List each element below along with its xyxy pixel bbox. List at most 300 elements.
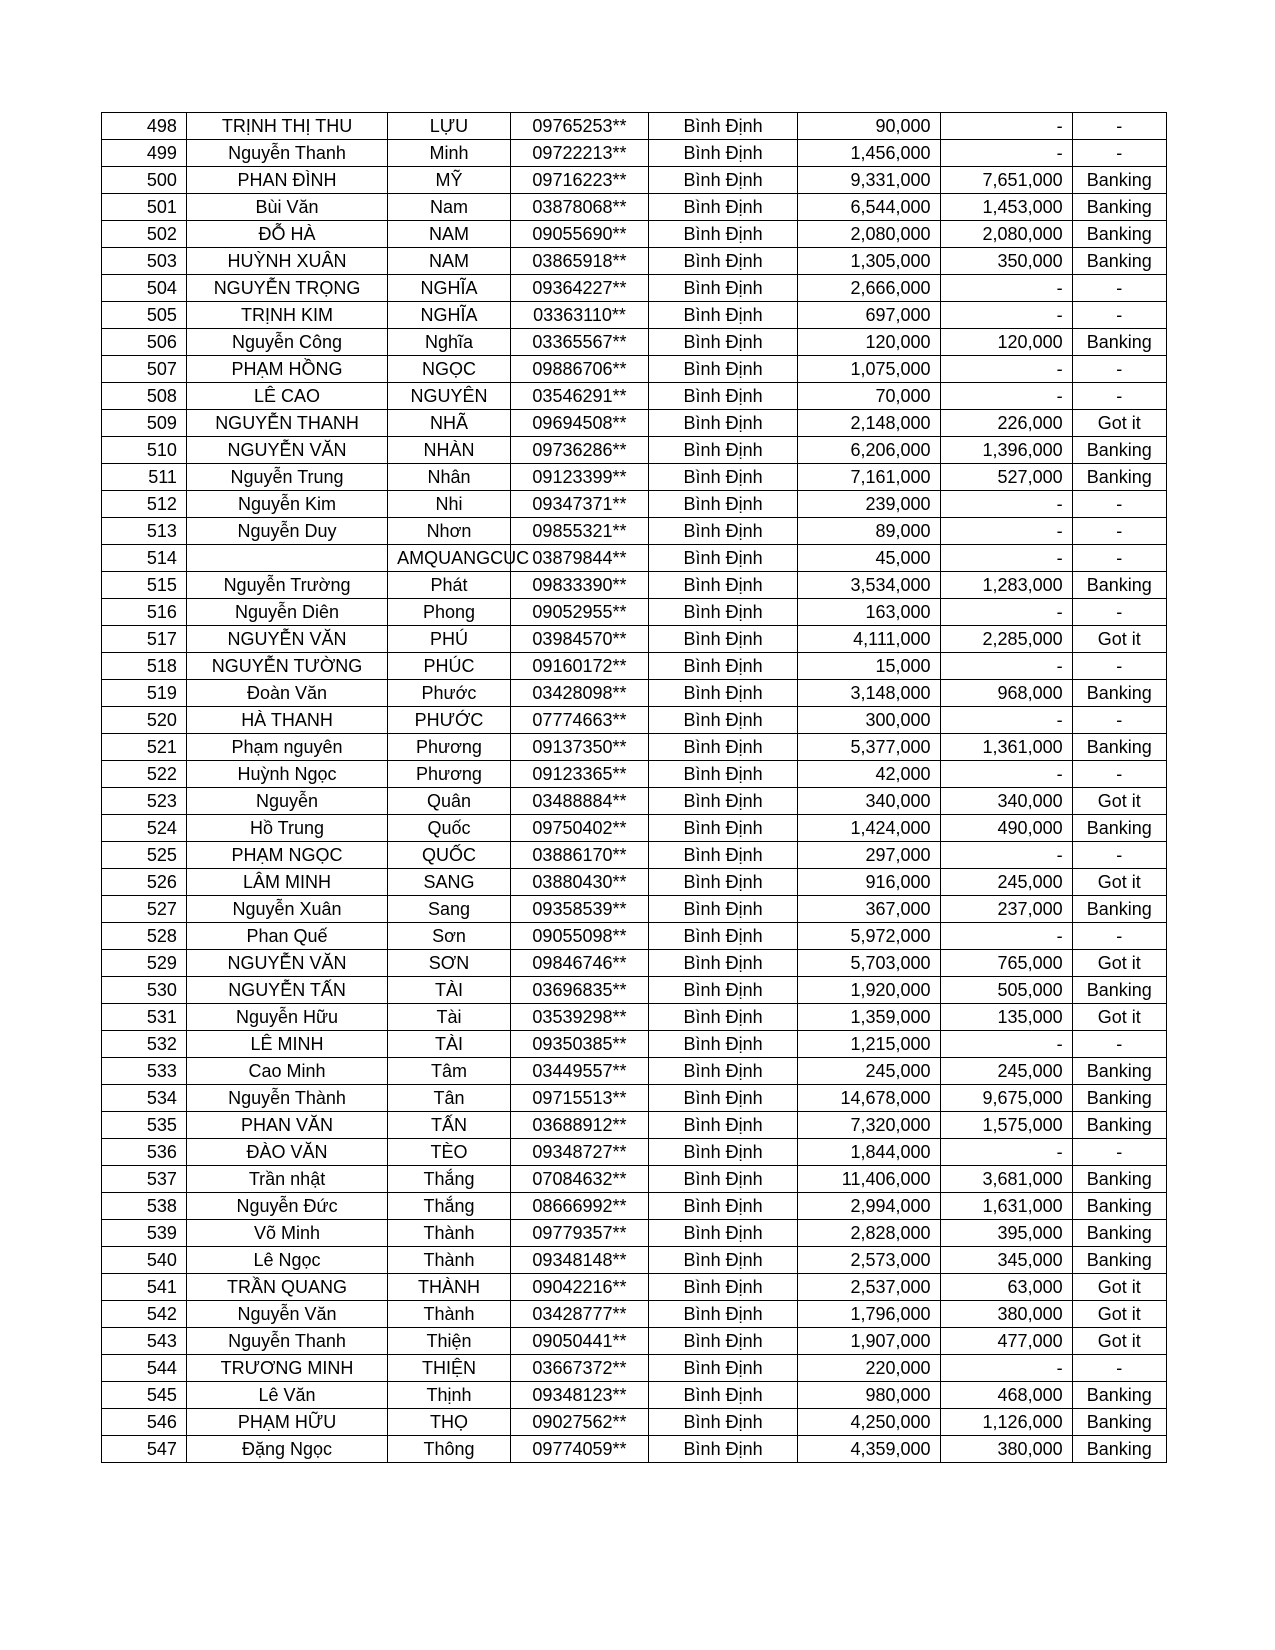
paid-amount-cell: 1,126,000 <box>940 1409 1072 1436</box>
province-cell: Bình Định <box>649 1220 798 1247</box>
phone-cell: 03539298** <box>510 1004 648 1031</box>
row-number-cell: 528 <box>102 923 187 950</box>
first-name-cell: Thiện <box>388 1328 511 1355</box>
phone-cell: 03363110** <box>510 302 648 329</box>
paid-amount-cell: - <box>940 113 1072 140</box>
row-number-cell: 536 <box>102 1139 187 1166</box>
last-name-cell: NGUYỄN TƯỜNG <box>186 653 387 680</box>
last-name-cell: Lê Ngọc <box>186 1247 387 1274</box>
first-name-cell: TÈO <box>388 1139 511 1166</box>
total-amount-cell: 3,534,000 <box>798 572 941 599</box>
paid-amount-cell: - <box>940 842 1072 869</box>
payment-method-cell: Banking <box>1072 1112 1166 1139</box>
first-name-cell: Nhi <box>388 491 511 518</box>
last-name-cell: ĐÀO VĂN <box>186 1139 387 1166</box>
payment-method-cell: - <box>1072 275 1166 302</box>
total-amount-cell: 14,678,000 <box>798 1085 941 1112</box>
province-cell: Bình Định <box>649 545 798 572</box>
table-row <box>102 1274 1167 1301</box>
last-name-cell: NGUYỄN THANH <box>186 410 387 437</box>
payment-method-cell: - <box>1072 707 1166 734</box>
paid-amount-cell: 1,575,000 <box>940 1112 1072 1139</box>
last-name-cell: Nguyễn Kim <box>186 491 387 518</box>
first-name-cell: NGHĨA <box>388 275 511 302</box>
last-name-cell: LÊ MINH <box>186 1031 387 1058</box>
phone-cell: 09833390** <box>510 572 648 599</box>
total-amount-cell: 2,148,000 <box>798 410 941 437</box>
phone-cell: 09123365** <box>510 761 648 788</box>
last-name-cell: Phạm nguyên <box>186 734 387 761</box>
paid-amount-cell: - <box>940 1031 1072 1058</box>
row-number-cell: 506 <box>102 329 187 356</box>
table-body <box>102 113 1167 1463</box>
province-cell: Bình Định <box>649 221 798 248</box>
table-row <box>102 167 1167 194</box>
phone-cell: 03696835** <box>510 977 648 1004</box>
province-cell: Bình Định <box>649 356 798 383</box>
paid-amount-cell: 237,000 <box>940 896 1072 923</box>
last-name-cell: NGUYỄN VĂN <box>186 950 387 977</box>
last-name-cell: Phan Quế <box>186 923 387 950</box>
row-number-cell: 507 <box>102 356 187 383</box>
total-amount-cell: 1,844,000 <box>798 1139 941 1166</box>
first-name-cell: Tâm <box>388 1058 511 1085</box>
paid-amount-cell: 1,631,000 <box>940 1193 1072 1220</box>
table-row <box>102 599 1167 626</box>
province-cell: Bình Định <box>649 302 798 329</box>
table-row <box>102 329 1167 356</box>
phone-cell: 03865918** <box>510 248 648 275</box>
payment-method-cell: Banking <box>1072 734 1166 761</box>
payment-method-cell: Banking <box>1072 221 1166 248</box>
row-number-cell: 508 <box>102 383 187 410</box>
first-name-cell: TÀI <box>388 1031 511 1058</box>
first-name-cell: Phong <box>388 599 511 626</box>
table-row <box>102 113 1167 140</box>
payment-method-cell: - <box>1072 356 1166 383</box>
first-name-cell: NGUYÊN <box>388 383 511 410</box>
row-number-cell: 543 <box>102 1328 187 1355</box>
phone-cell: 09027562** <box>510 1409 648 1436</box>
phone-cell: 09050441** <box>510 1328 648 1355</box>
province-cell: Bình Định <box>649 707 798 734</box>
table-row <box>102 491 1167 518</box>
total-amount-cell: 297,000 <box>798 842 941 869</box>
province-cell: Bình Định <box>649 167 798 194</box>
row-number-cell: 518 <box>102 653 187 680</box>
paid-amount-cell: 135,000 <box>940 1004 1072 1031</box>
total-amount-cell: 1,907,000 <box>798 1328 941 1355</box>
table-row <box>102 869 1167 896</box>
total-amount-cell: 7,320,000 <box>798 1112 941 1139</box>
paid-amount-cell: 1,361,000 <box>940 734 1072 761</box>
payment-method-cell: - <box>1072 518 1166 545</box>
total-amount-cell: 4,250,000 <box>798 1409 941 1436</box>
row-number-cell: 537 <box>102 1166 187 1193</box>
table-row <box>102 464 1167 491</box>
phone-cell: 09052955** <box>510 599 648 626</box>
row-number-cell: 527 <box>102 896 187 923</box>
first-name-cell: Phước <box>388 680 511 707</box>
province-cell: Bình Định <box>649 869 798 896</box>
table-row <box>102 923 1167 950</box>
payment-method-cell: Banking <box>1072 1220 1166 1247</box>
first-name-cell: TẤN <box>388 1112 511 1139</box>
paid-amount-cell: 527,000 <box>940 464 1072 491</box>
phone-cell: 09716223** <box>510 167 648 194</box>
paid-amount-cell: 765,000 <box>940 950 1072 977</box>
phone-cell: 03688912** <box>510 1112 648 1139</box>
last-name-cell: PHẠM NGỌC <box>186 842 387 869</box>
total-amount-cell: 163,000 <box>798 599 941 626</box>
first-name-cell: NAM <box>388 248 511 275</box>
table-row <box>102 680 1167 707</box>
payment-method-cell: Banking <box>1072 437 1166 464</box>
table-row <box>102 572 1167 599</box>
payment-method-cell: Got it <box>1072 410 1166 437</box>
total-amount-cell: 5,377,000 <box>798 734 941 761</box>
payment-method-cell: Banking <box>1072 167 1166 194</box>
table-row <box>102 1166 1167 1193</box>
total-amount-cell: 6,544,000 <box>798 194 941 221</box>
table-row <box>102 518 1167 545</box>
table-row <box>102 1193 1167 1220</box>
row-number-cell: 530 <box>102 977 187 1004</box>
table-row <box>102 1436 1167 1463</box>
row-number-cell: 510 <box>102 437 187 464</box>
paid-amount-cell: 340,000 <box>940 788 1072 815</box>
table-row <box>102 1247 1167 1274</box>
total-amount-cell: 300,000 <box>798 707 941 734</box>
row-number-cell: 535 <box>102 1112 187 1139</box>
phone-cell: 09123399** <box>510 464 648 491</box>
paid-amount-cell: - <box>940 275 1072 302</box>
first-name-cell: Thành <box>388 1220 511 1247</box>
first-name-cell: Phương <box>388 761 511 788</box>
payment-method-cell: - <box>1072 302 1166 329</box>
last-name-cell: LÂM MINH <box>186 869 387 896</box>
table-row <box>102 1085 1167 1112</box>
last-name-cell <box>186 545 387 572</box>
province-cell: Bình Định <box>649 626 798 653</box>
first-name-cell: PHƯỚC <box>388 707 511 734</box>
row-number-cell: 534 <box>102 1085 187 1112</box>
last-name-cell: Hồ Trung <box>186 815 387 842</box>
table-row <box>102 707 1167 734</box>
payment-method-cell: Got it <box>1072 1301 1166 1328</box>
row-number-cell: 519 <box>102 680 187 707</box>
payment-method-cell: Banking <box>1072 680 1166 707</box>
payment-method-cell: Banking <box>1072 1409 1166 1436</box>
row-number-cell: 505 <box>102 302 187 329</box>
row-number-cell: 547 <box>102 1436 187 1463</box>
row-number-cell: 502 <box>102 221 187 248</box>
province-cell: Bình Định <box>649 896 798 923</box>
payment-method-cell: - <box>1072 1031 1166 1058</box>
paid-amount-cell: 345,000 <box>940 1247 1072 1274</box>
row-number-cell: 499 <box>102 140 187 167</box>
phone-cell: 07774663** <box>510 707 648 734</box>
phone-cell: 03667372** <box>510 1355 648 1382</box>
province-cell: Bình Định <box>649 140 798 167</box>
last-name-cell: Bùi Văn <box>186 194 387 221</box>
table-row <box>102 1112 1167 1139</box>
province-cell: Bình Định <box>649 1112 798 1139</box>
total-amount-cell: 89,000 <box>798 518 941 545</box>
first-name-cell: Thông <box>388 1436 511 1463</box>
total-amount-cell: 15,000 <box>798 653 941 680</box>
first-name-cell: NHÀN <box>388 437 511 464</box>
row-number-cell: 538 <box>102 1193 187 1220</box>
total-amount-cell: 1,075,000 <box>798 356 941 383</box>
paid-amount-cell: 7,651,000 <box>940 167 1072 194</box>
phone-cell: 09715513** <box>510 1085 648 1112</box>
paid-amount-cell: - <box>940 356 1072 383</box>
table-row <box>102 1220 1167 1247</box>
first-name-cell: Thắng <box>388 1166 511 1193</box>
province-cell: Bình Định <box>649 977 798 1004</box>
last-name-cell: Nguyễn <box>186 788 387 815</box>
province-cell: Bình Định <box>649 410 798 437</box>
table-row <box>102 140 1167 167</box>
paid-amount-cell: 120,000 <box>940 329 1072 356</box>
last-name-cell: Nguyễn Thanh <box>186 1328 387 1355</box>
row-number-cell: 498 <box>102 113 187 140</box>
payment-method-cell: Banking <box>1072 248 1166 275</box>
phone-cell: 09694508** <box>510 410 648 437</box>
row-number-cell: 503 <box>102 248 187 275</box>
province-cell: Bình Định <box>649 1031 798 1058</box>
table-row <box>102 1328 1167 1355</box>
last-name-cell: Nguyễn Trung <box>186 464 387 491</box>
paid-amount-cell: - <box>940 653 1072 680</box>
row-number-cell: 539 <box>102 1220 187 1247</box>
phone-cell: 03879844** <box>510 545 648 572</box>
total-amount-cell: 2,573,000 <box>798 1247 941 1274</box>
row-number-cell: 509 <box>102 410 187 437</box>
last-name-cell: Huỳnh Ngọc <box>186 761 387 788</box>
province-cell: Bình Định <box>649 1139 798 1166</box>
paid-amount-cell: 2,080,000 <box>940 221 1072 248</box>
phone-cell: 09886706** <box>510 356 648 383</box>
paid-amount-cell: - <box>940 599 1072 626</box>
phone-cell: 09348727** <box>510 1139 648 1166</box>
table-row <box>102 1004 1167 1031</box>
row-number-cell: 504 <box>102 275 187 302</box>
paid-amount-cell: - <box>940 1139 1072 1166</box>
total-amount-cell: 1,796,000 <box>798 1301 941 1328</box>
last-name-cell: Trần nhật <box>186 1166 387 1193</box>
phone-cell: 09348148** <box>510 1247 648 1274</box>
paid-amount-cell: 477,000 <box>940 1328 1072 1355</box>
payment-method-cell: Banking <box>1072 1193 1166 1220</box>
province-cell: Bình Định <box>649 248 798 275</box>
last-name-cell: Nguyễn Văn <box>186 1301 387 1328</box>
paid-amount-cell: 968,000 <box>940 680 1072 707</box>
table-row <box>102 221 1167 248</box>
paid-amount-cell: - <box>940 545 1072 572</box>
first-name-cell: THỌ <box>388 1409 511 1436</box>
phone-cell: 09042216** <box>510 1274 648 1301</box>
phone-cell: 09855321** <box>510 518 648 545</box>
table-row <box>102 896 1167 923</box>
total-amount-cell: 90,000 <box>798 113 941 140</box>
row-number-cell: 546 <box>102 1409 187 1436</box>
total-amount-cell: 4,359,000 <box>798 1436 941 1463</box>
payment-method-cell: - <box>1072 545 1166 572</box>
payment-method-cell: - <box>1072 923 1166 950</box>
total-amount-cell: 697,000 <box>798 302 941 329</box>
payment-method-cell: Banking <box>1072 815 1166 842</box>
payment-method-cell: Got it <box>1072 788 1166 815</box>
phone-cell: 09350385** <box>510 1031 648 1058</box>
total-amount-cell: 2,994,000 <box>798 1193 941 1220</box>
row-number-cell: 532 <box>102 1031 187 1058</box>
province-cell: Bình Định <box>649 680 798 707</box>
phone-cell: 09137350** <box>510 734 648 761</box>
payment-method-cell: Banking <box>1072 1382 1166 1409</box>
phone-cell: 09846746** <box>510 950 648 977</box>
last-name-cell: TRỊNH KIM <box>186 302 387 329</box>
table-row <box>102 248 1167 275</box>
total-amount-cell: 220,000 <box>798 1355 941 1382</box>
payment-method-cell: Banking <box>1072 194 1166 221</box>
total-amount-cell: 340,000 <box>798 788 941 815</box>
first-name-cell: Thắng <box>388 1193 511 1220</box>
paid-amount-cell: 468,000 <box>940 1382 1072 1409</box>
phone-cell: 09779357** <box>510 1220 648 1247</box>
paid-amount-cell: 3,681,000 <box>940 1166 1072 1193</box>
last-name-cell: Võ Minh <box>186 1220 387 1247</box>
first-name-cell: SƠN <box>388 950 511 977</box>
phone-cell: 09750402** <box>510 815 648 842</box>
table-row <box>102 653 1167 680</box>
last-name-cell: PHAN VĂN <box>186 1112 387 1139</box>
last-name-cell: NGUYỄN TRỌNG <box>186 275 387 302</box>
total-amount-cell: 1,456,000 <box>798 140 941 167</box>
payment-method-cell: Got it <box>1072 1328 1166 1355</box>
paid-amount-cell: - <box>940 761 1072 788</box>
first-name-cell: PHÚ <box>388 626 511 653</box>
row-number-cell: 520 <box>102 707 187 734</box>
total-amount-cell: 916,000 <box>798 869 941 896</box>
first-name-cell: Thành <box>388 1247 511 1274</box>
paid-amount-cell: 245,000 <box>940 869 1072 896</box>
row-number-cell: 512 <box>102 491 187 518</box>
province-cell: Bình Định <box>649 788 798 815</box>
province-cell: Bình Định <box>649 1409 798 1436</box>
province-cell: Bình Định <box>649 194 798 221</box>
last-name-cell: Cao Minh <box>186 1058 387 1085</box>
total-amount-cell: 45,000 <box>798 545 941 572</box>
total-amount-cell: 1,305,000 <box>798 248 941 275</box>
payment-method-cell: Banking <box>1072 896 1166 923</box>
last-name-cell: Đoàn Văn <box>186 680 387 707</box>
payment-method-cell: Got it <box>1072 950 1166 977</box>
table-row <box>102 1301 1167 1328</box>
paid-amount-cell: - <box>940 383 1072 410</box>
total-amount-cell: 9,331,000 <box>798 167 941 194</box>
row-number-cell: 524 <box>102 815 187 842</box>
row-number-cell: 522 <box>102 761 187 788</box>
total-amount-cell: 5,703,000 <box>798 950 941 977</box>
province-cell: Bình Định <box>649 383 798 410</box>
first-name-cell: Nhân <box>388 464 511 491</box>
row-number-cell: 501 <box>102 194 187 221</box>
paid-amount-cell: - <box>940 1355 1072 1382</box>
payment-method-cell: Banking <box>1072 572 1166 599</box>
total-amount-cell: 3,148,000 <box>798 680 941 707</box>
table-row <box>102 842 1167 869</box>
payment-method-cell: - <box>1072 491 1166 518</box>
row-number-cell: 544 <box>102 1355 187 1382</box>
phone-cell: 03546291** <box>510 383 648 410</box>
first-name-cell: SANG <box>388 869 511 896</box>
payment-method-cell: Got it <box>1072 626 1166 653</box>
phone-cell: 03984570** <box>510 626 648 653</box>
row-number-cell: 500 <box>102 167 187 194</box>
paid-amount-cell: - <box>940 707 1072 734</box>
total-amount-cell: 1,359,000 <box>798 1004 941 1031</box>
last-name-cell: Nguyễn Trường <box>186 572 387 599</box>
row-number-cell: 525 <box>102 842 187 869</box>
paid-amount-cell: 505,000 <box>940 977 1072 1004</box>
last-name-cell: LÊ CAO <box>186 383 387 410</box>
first-name-cell: Phát <box>388 572 511 599</box>
row-number-cell: 523 <box>102 788 187 815</box>
phone-cell: 09160172** <box>510 653 648 680</box>
province-cell: Bình Định <box>649 113 798 140</box>
paid-amount-cell: 226,000 <box>940 410 1072 437</box>
first-name-cell: Tài <box>388 1004 511 1031</box>
paid-amount-cell: 380,000 <box>940 1301 1072 1328</box>
last-name-cell: NGUYỄN TẤN <box>186 977 387 1004</box>
payment-method-cell: - <box>1072 1355 1166 1382</box>
last-name-cell: Nguyễn Xuân <box>186 896 387 923</box>
last-name-cell: ĐỖ HÀ <box>186 221 387 248</box>
paid-amount-cell: - <box>940 518 1072 545</box>
last-name-cell: NGUYỄN VĂN <box>186 626 387 653</box>
paid-amount-cell: - <box>940 302 1072 329</box>
table-row <box>102 545 1167 572</box>
table-row <box>102 383 1167 410</box>
first-name-cell: THIỆN <box>388 1355 511 1382</box>
first-name-cell: Quốc <box>388 815 511 842</box>
province-cell: Bình Định <box>649 464 798 491</box>
province-cell: Bình Định <box>649 1193 798 1220</box>
row-number-cell: 542 <box>102 1301 187 1328</box>
paid-amount-cell: 245,000 <box>940 1058 1072 1085</box>
table-row <box>102 815 1167 842</box>
payment-method-cell: Got it <box>1072 1274 1166 1301</box>
row-number-cell: 513 <box>102 518 187 545</box>
total-amount-cell: 120,000 <box>798 329 941 356</box>
province-cell: Bình Định <box>649 1328 798 1355</box>
phone-cell: 03886170** <box>510 842 648 869</box>
table-row <box>102 194 1167 221</box>
table-row <box>102 761 1167 788</box>
first-name-cell: Nhơn <box>388 518 511 545</box>
province-cell: Bình Định <box>649 950 798 977</box>
row-number-cell: 516 <box>102 599 187 626</box>
payment-method-cell: - <box>1072 1139 1166 1166</box>
total-amount-cell: 11,406,000 <box>798 1166 941 1193</box>
table-row <box>102 1355 1167 1382</box>
phone-cell: 09722213** <box>510 140 648 167</box>
table-row <box>102 734 1167 761</box>
last-name-cell: Nguyễn Diên <box>186 599 387 626</box>
total-amount-cell: 4,111,000 <box>798 626 941 653</box>
